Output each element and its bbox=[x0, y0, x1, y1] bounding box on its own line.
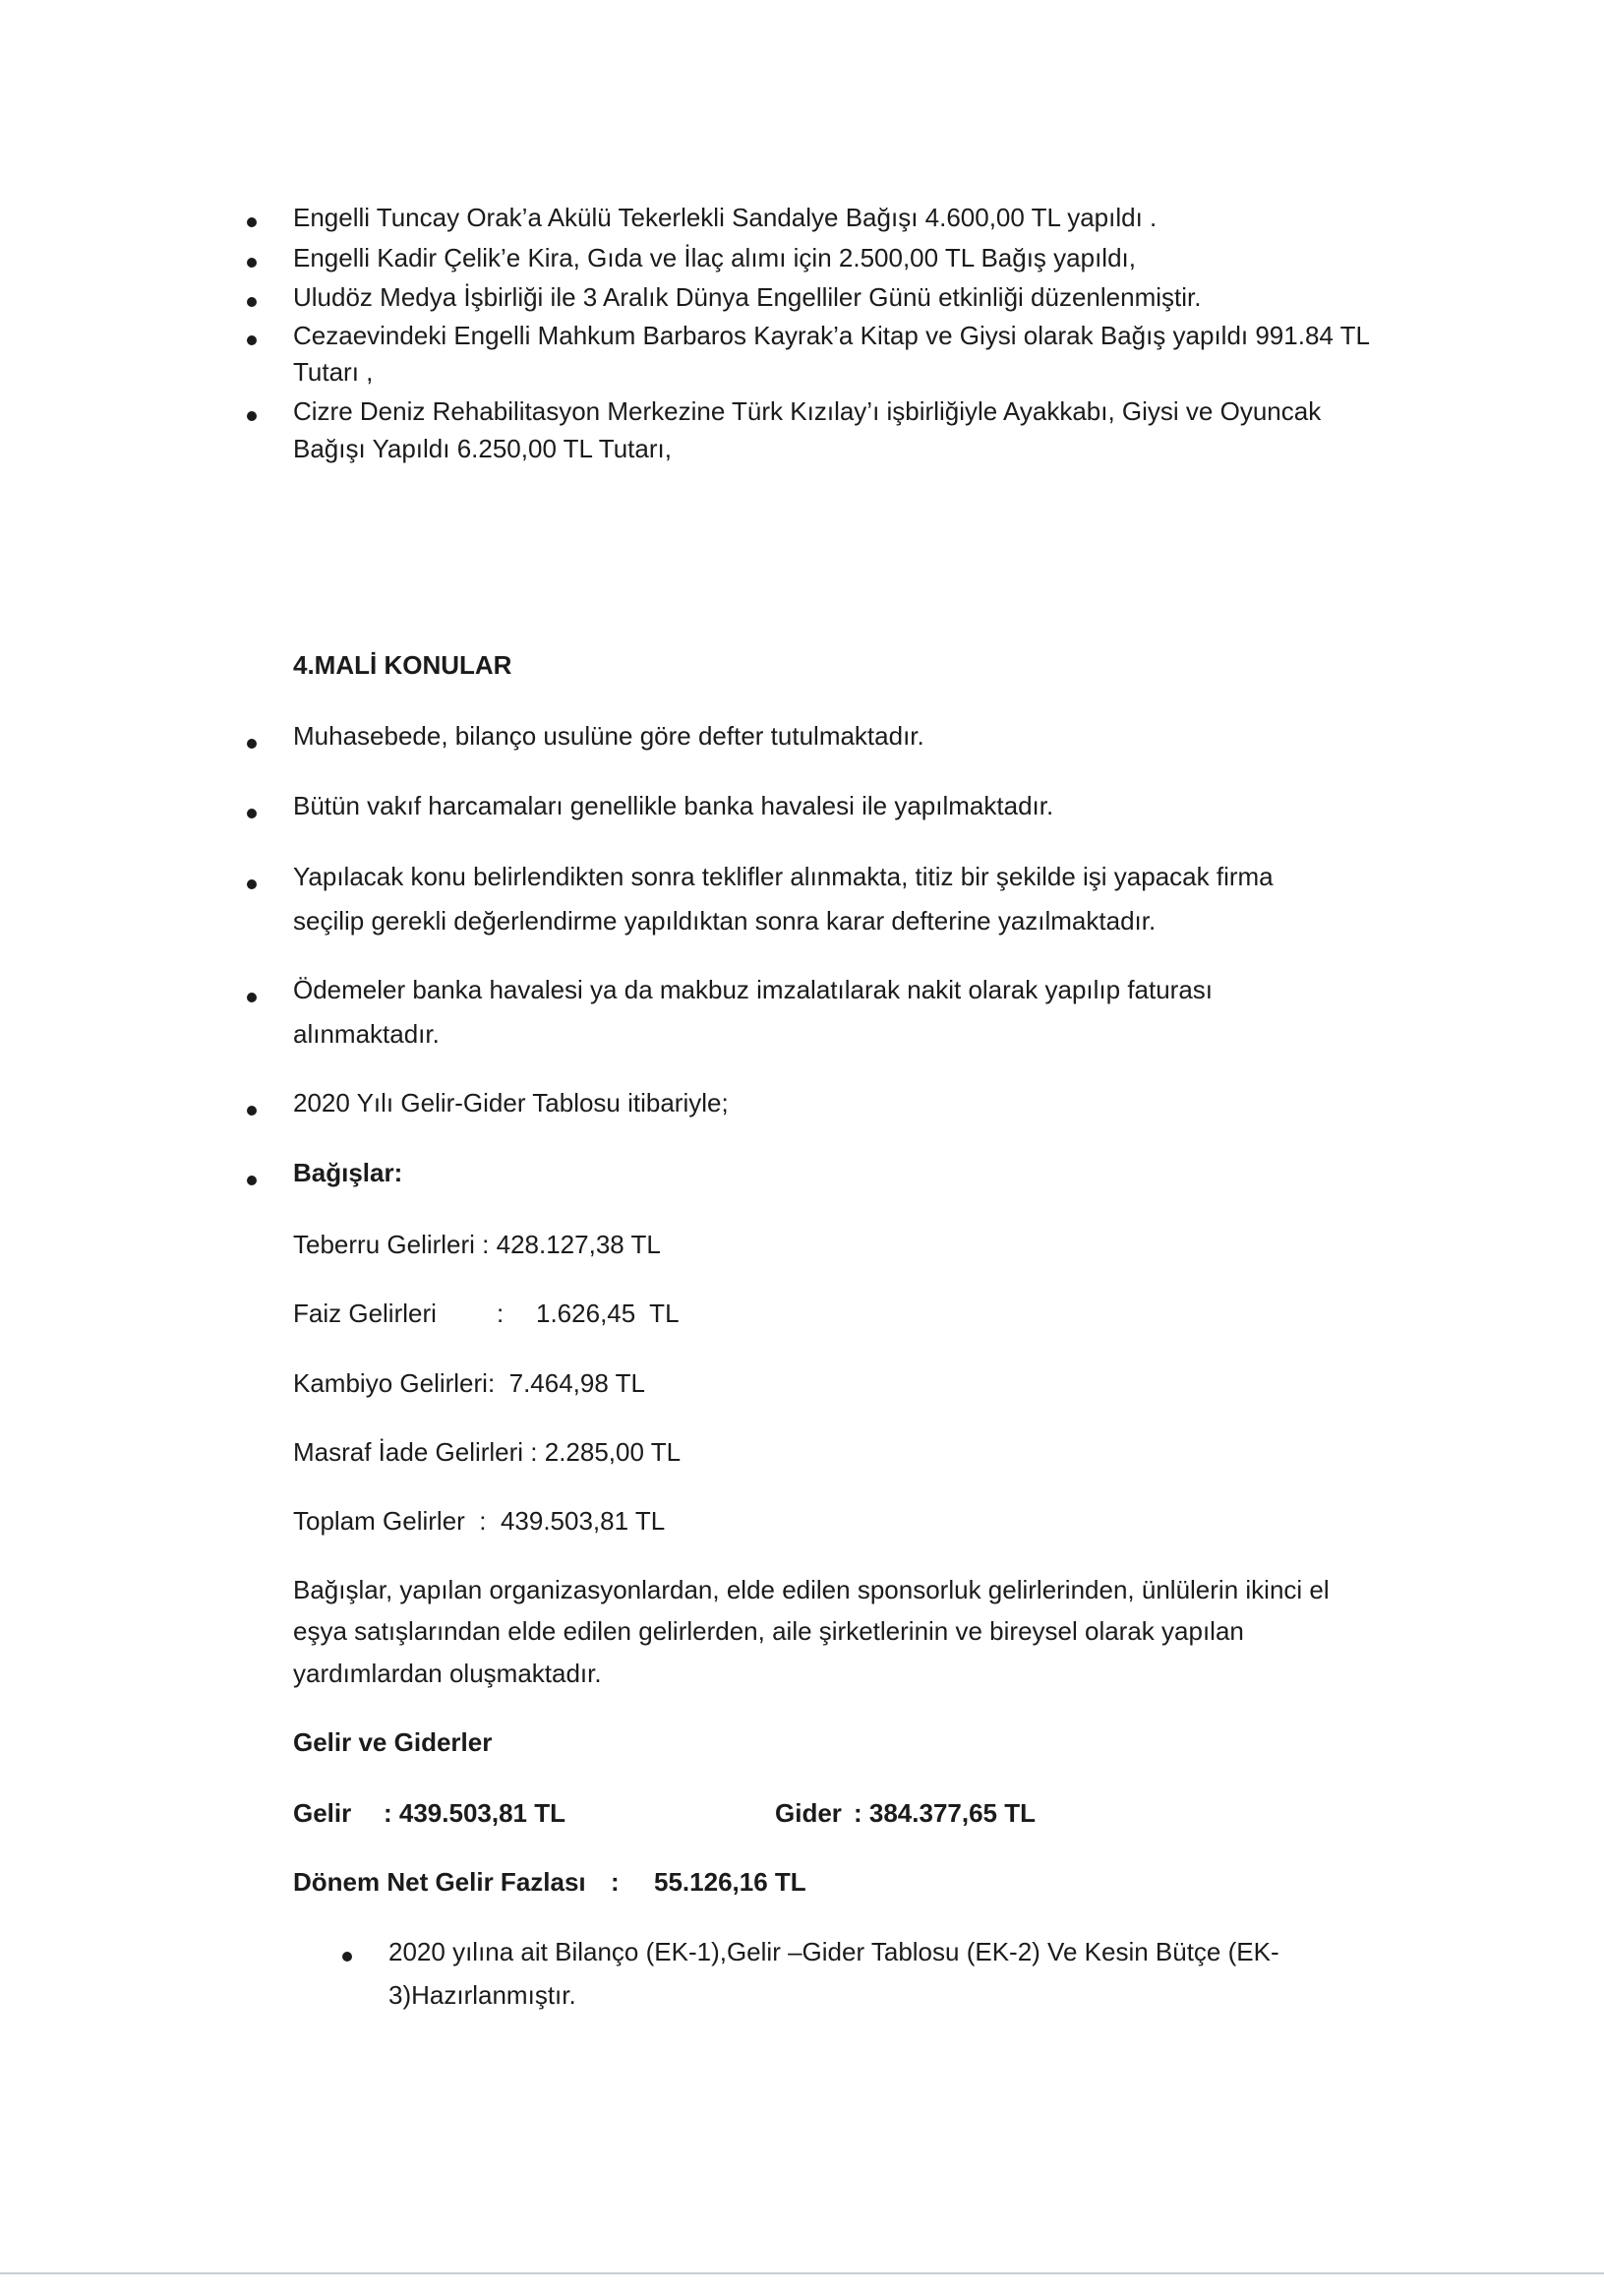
gelir-gider-heading: Gelir ve Giderler bbox=[293, 1727, 493, 1757]
net-value: 55.126,16 TL bbox=[654, 1867, 806, 1897]
list-item-line: Ödemeler banka havalesi ya da makbuz imzalatılarak nakit olarak yapılıp faturası bbox=[293, 975, 1214, 1004]
list-item-line: Tutarı , bbox=[293, 357, 374, 387]
list-item-line: Cizre Deniz Rehabilitasyon Merkezine Türk Kızılay’ı işbirliğiyle Ayakkabı, Giysi ve Oyuncak bbox=[293, 396, 1322, 426]
list-item-line: Bağışı Yapıldı 6.250,00 TL Tutarı, bbox=[293, 434, 672, 463]
net-colon: : bbox=[611, 1867, 620, 1897]
list-item-line: Cezaevindeki Engelli Mahkum Barbaros Kayrak’a Kitap ve Giysi olarak Bağış yapıldı 991.84 TL bbox=[293, 321, 1370, 350]
bullet-marker bbox=[247, 809, 257, 818]
page-bottom-rule bbox=[0, 2272, 1604, 2274]
bullet-marker bbox=[342, 1952, 352, 1962]
list-item: Uludöz Medya İşbirliği ile 3 Aralık Dünya Engelliler Günü etkinliği düzenlenmiştir. bbox=[293, 282, 1202, 312]
income-teberru: Teberru Gelirleri : 428.127,38 TL bbox=[293, 1230, 661, 1259]
gider-value: : 384.377,65 TL bbox=[854, 1798, 1036, 1828]
list-item-line: Yapılacak konu belirlendikten sonra teklifler alınmakta, titiz bir şekilde işi yapacak firma bbox=[293, 862, 1274, 891]
income-faiz-value: 1.626,45 TL bbox=[536, 1299, 680, 1328]
income-masraf: Masraf İade Gelirleri : 2.285,00 TL bbox=[293, 1437, 682, 1467]
paragraph-line: yardımlardan oluşmaktadır. bbox=[293, 1659, 602, 1688]
bullet-marker bbox=[247, 993, 257, 1002]
bullet-marker bbox=[247, 879, 257, 889]
gelir-label: Gelir bbox=[293, 1798, 352, 1828]
gelir-value: : 439.503,81 TL bbox=[384, 1798, 565, 1828]
income-faiz-colon: : bbox=[497, 1299, 505, 1328]
bullet-marker bbox=[247, 297, 257, 307]
list-item-line: 2020 yılına ait Bilanço (EK-1),Gelir –Gider Tablosu (EK-2) Ve Kesin Bütçe (EK- bbox=[388, 1937, 1279, 1966]
paragraph-line: eşya satışlarından elde edilen gelirlerden, aile şirketlerinin ve bireysel olarak yapılan bbox=[293, 1616, 1244, 1646]
list-item: 2020 Yılı Gelir-Gider Tablosu itibariyle; bbox=[293, 1088, 729, 1118]
bullet-marker bbox=[247, 258, 257, 268]
list-item: Engelli Tuncay Orak’a Akülü Tekerlekli Sandalye Bağışı 4.600,00 TL yapıldı . bbox=[293, 203, 1158, 232]
bullet-marker bbox=[247, 411, 257, 421]
section-title: 4.MALİ KONULAR bbox=[293, 650, 512, 680]
gider-label: Gider bbox=[775, 1798, 842, 1828]
bullet-marker bbox=[247, 217, 257, 227]
list-item-line: alınmaktadır. bbox=[293, 1019, 440, 1049]
bullet-marker bbox=[247, 1106, 257, 1116]
income-faiz-label: Faiz Gelirleri bbox=[293, 1299, 437, 1328]
list-item: Bütün vakıf harcamaları genellikle banka havalesi ile yapılmaktadır. bbox=[293, 791, 1054, 820]
list-item: Muhasebede, bilanço usulüne göre defter tutulmaktadır. bbox=[293, 721, 924, 751]
bullet-marker bbox=[247, 335, 257, 345]
list-item-line: 3)Hazırlanmıştır. bbox=[388, 1980, 576, 2010]
income-toplam: Toplam Gelirler : 439.503,81 TL bbox=[293, 1506, 666, 1536]
bullet-marker bbox=[247, 1176, 257, 1185]
net-label: Dönem Net Gelir Fazlası bbox=[293, 1867, 586, 1897]
paragraph-line: Bağışlar, yapılan organizasyonlardan, elde edilen sponsorluk gelirlerinden, ünlülerin ikinci el bbox=[293, 1575, 1330, 1604]
bullet-marker bbox=[247, 739, 257, 749]
list-item-line: seçilip gerekli değerlendirme yapıldıktan sonra karar defterine yazılmaktadır. bbox=[293, 906, 1157, 936]
bagislar-heading: Bağışlar: bbox=[293, 1158, 403, 1187]
income-kambiyo: Kambiyo Gelirleri: 7.464,98 TL bbox=[293, 1368, 645, 1398]
list-item: Engelli Kadir Çelik’e Kira, Gıda ve İlaç alımı için 2.500,00 TL Bağış yapıldı, bbox=[293, 243, 1136, 272]
